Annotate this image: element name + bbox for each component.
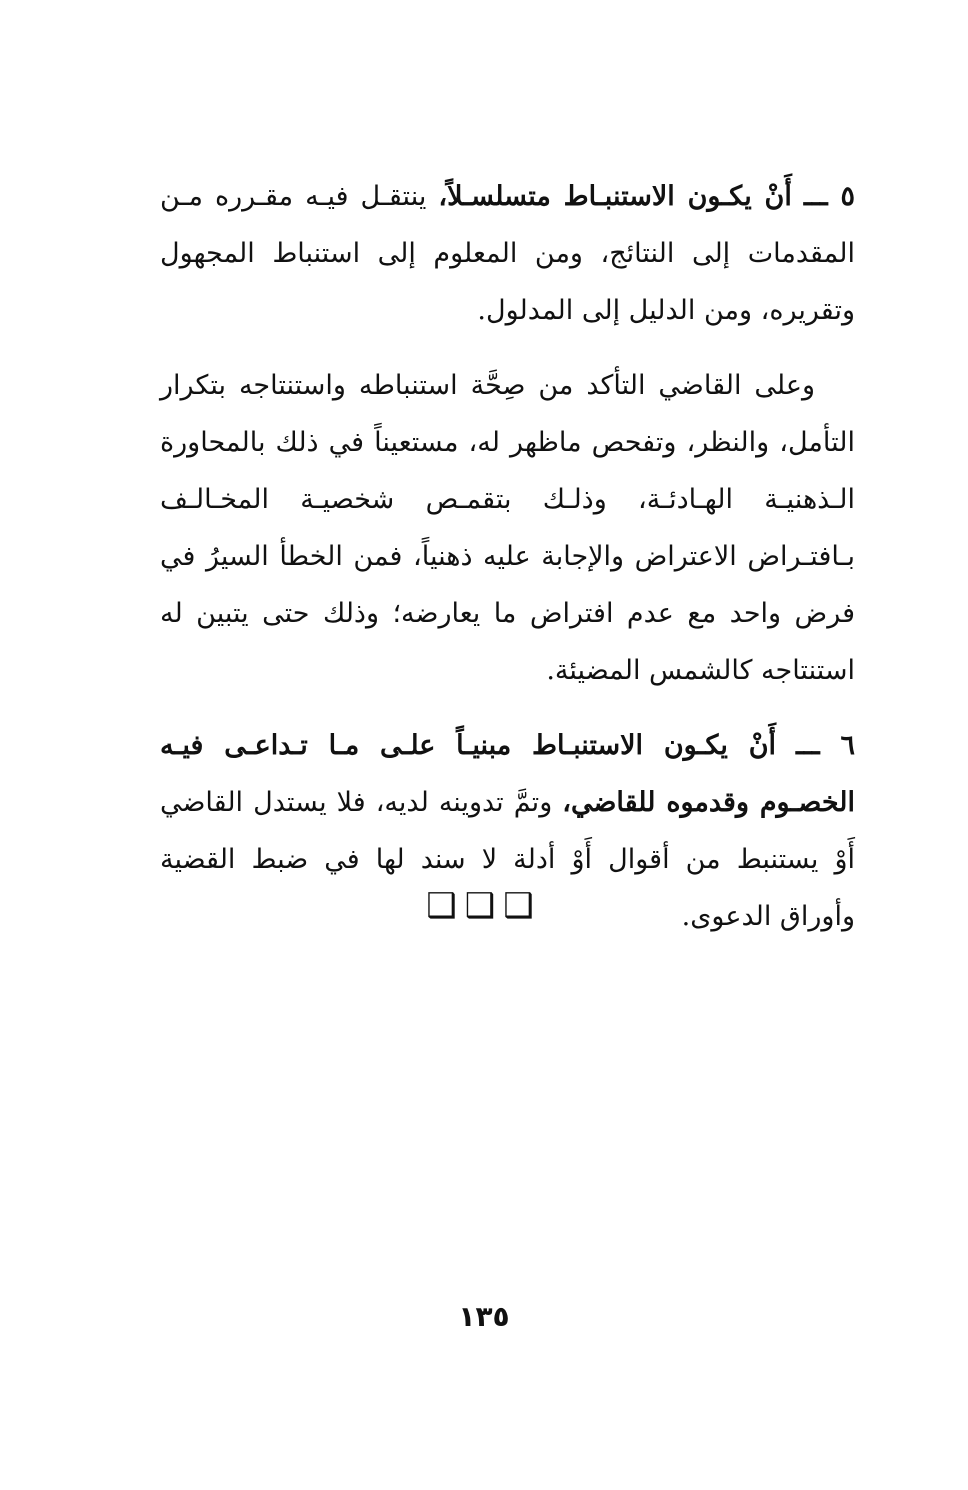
paragraph-verification [160, 357, 855, 699]
page-body [160, 168, 855, 945]
paragraph-text: وعلى القاضي التأكد من صِحَّة استنباطه واستنتاجه بتكرار التأمل، والنظر، وتفحص ماظهر له، مستعيناً في ذلك بالمحاورة الـذهنيـة الهـادئـة، وذلـك بتقمـص شخصيـة المخـالـف بـافتـراض الاعتراض والإجابة عليه ذهنياً، فمن الخطأ السيرُ في فرض واحد مع عدم افتراض ما يعارضه؛ وذلك حتى يتبين له استنتاجه كالشمس المضيئة. [160, 370, 855, 686]
item-number: ٦ ـــ [795, 730, 855, 761]
item-number: ٥ ـــ [803, 181, 855, 212]
page-number: ١٣٥ [458, 1300, 510, 1333]
item-heading: أَنْ يكـون الاستنبـاط متسلسـلاً، [438, 181, 792, 212]
item-heading: أَنْ يكـون الاستنبـاط مبنيـاً علـى مـا تـداعـى فيـه الخصـوم وقدموه للقاضي، [160, 730, 855, 818]
paragraph-condition-5 [160, 168, 855, 339]
section-end-ornament: ❑❑❑ [426, 886, 542, 926]
item-text: ينتقـل فيـه مقـرره مـن المقدمات إلى النتائج، ومن المعلوم إلى استنباط المجهول وتقريره، ومن الدليل إلى المدلول. [160, 181, 855, 326]
item-text: وتمَّ تدوينه لديه، فلا يستدل القاضي أَوْ يستنبط من أقوال أَوْ أدلة لا سند لها في ضبط القضية وأوراق الدعوى. [160, 787, 855, 932]
